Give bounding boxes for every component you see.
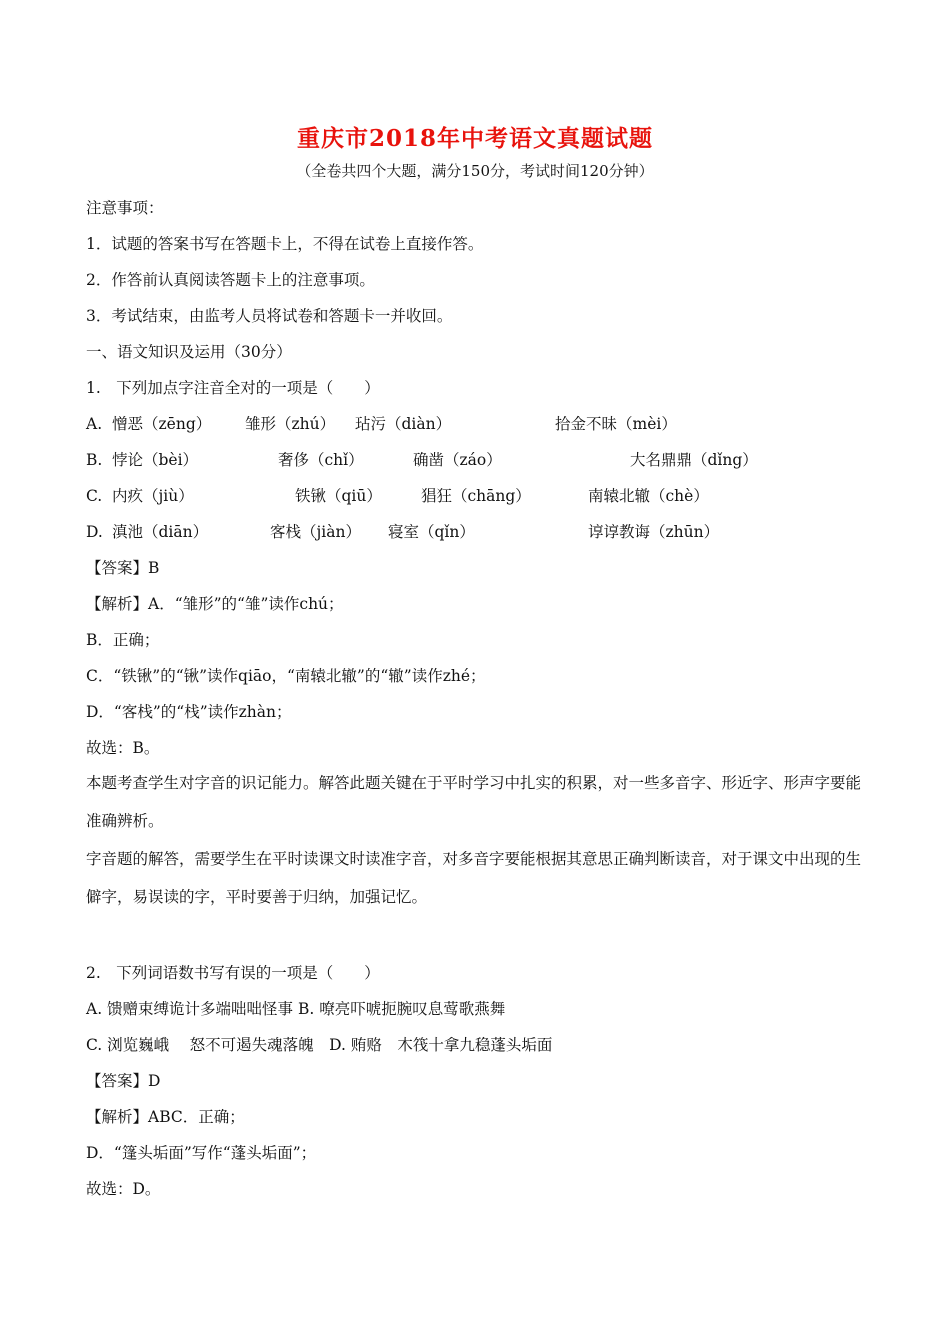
option-item: 大名鼎鼎（dǐng） [630, 451, 758, 469]
notice-item: 2．作答前认真阅读答题卡上的注意事项。 [86, 271, 375, 289]
explanation-paragraph: 字音题的解答，需要学生在平时读课文时读准字音，对多音字要能根据其意思正确判断读音，对于课文中出现的生僻字，易误读的字，平时要善于归纳，加强记忆。 [86, 850, 862, 906]
explanation-paragraph: 本题考查学生对字音的识记能力。解答此题关键在于平时学习中扎实的积累，对一些多音字、形近字、形声字要能准确辨析。 [86, 774, 862, 830]
option-item: 猖狂（chāng） [421, 487, 531, 505]
analysis-line: D．“篷头垢面”写作“蓬头垢面”； [86, 1144, 317, 1162]
option-item: 南辕北辙（chè） [588, 487, 709, 505]
analysis-line: B．正确； [86, 631, 160, 649]
option-row: C. 浏览巍峨 怒不可遏失魂落魄 D. 贿赂 木筏十拿九稳蓬头垢面 [86, 1036, 553, 1054]
option-item: 寝室（qǐn） [388, 523, 475, 541]
analysis-line: 故选：B。 [86, 739, 160, 757]
answer: 【答案】B [86, 559, 160, 577]
notice-heading: 注意事项： [86, 199, 164, 217]
option-item: 铁锹（qiū） [295, 487, 382, 505]
analysis-line: D．“客栈”的“栈”读作zhàn； [86, 703, 292, 721]
question-stem: 1. 下列加点字注音全对的一项是（ ） [86, 379, 380, 397]
option-item: 确凿（záo） [413, 451, 502, 469]
option-item: 拾金不昧（mèi） [555, 415, 677, 433]
option-label: B. [86, 451, 103, 469]
option-item: 客栈（jiàn） [270, 523, 361, 541]
doc-subtitle: （全卷共四个大题，满分150分，考试时间120分钟） [296, 162, 654, 180]
option-label: C. [86, 487, 103, 505]
doc-title: 重庆市2018年中考语文真题试题 [296, 125, 653, 152]
option-row: A. 馈赠束缚诡计多端咄咄怪事 B. 嘹亮吓唬扼腕叹息莺歌燕舞 [86, 1000, 506, 1018]
analysis-line: 【解析】A．“雏形”的“雏”读作chú； [86, 595, 344, 613]
option-item: 谆谆教诲（zhūn） [588, 523, 720, 541]
option-label: D. [86, 523, 103, 541]
notice-item: 3．考试结束，由监考人员将试卷和答题卡一并收回。 [86, 307, 453, 325]
analysis-line: 【解析】ABC．正确； [86, 1108, 245, 1126]
section-heading: 一、语文知识及运用（30分） [86, 343, 292, 361]
option-item: 雏形（zhú） [245, 415, 336, 433]
option-item: 奢侈（chǐ） [278, 451, 364, 469]
option-item: 悖论（bèi） [112, 451, 199, 469]
question-stem: 2. 下列词语数书写有误的一项是（ ） [86, 964, 380, 982]
analysis-line: C．“铁锹”的“锹”读作qiāo，“南辕北辙”的“辙”读作zhé； [86, 667, 486, 685]
analysis-line: 故选：D。 [86, 1180, 161, 1198]
option-item: 内疚（jiù） [112, 487, 194, 505]
option-item: 滇池（diān） [112, 523, 209, 541]
option-item: 憎恶（zēng） [112, 415, 212, 433]
notice-item: 1．试题的答案书写在答题卡上，不得在试卷上直接作答。 [86, 235, 484, 253]
option-item: 玷污（diàn） [355, 415, 452, 433]
option-label: A. [86, 415, 103, 433]
answer: 【答案】D [86, 1072, 161, 1090]
